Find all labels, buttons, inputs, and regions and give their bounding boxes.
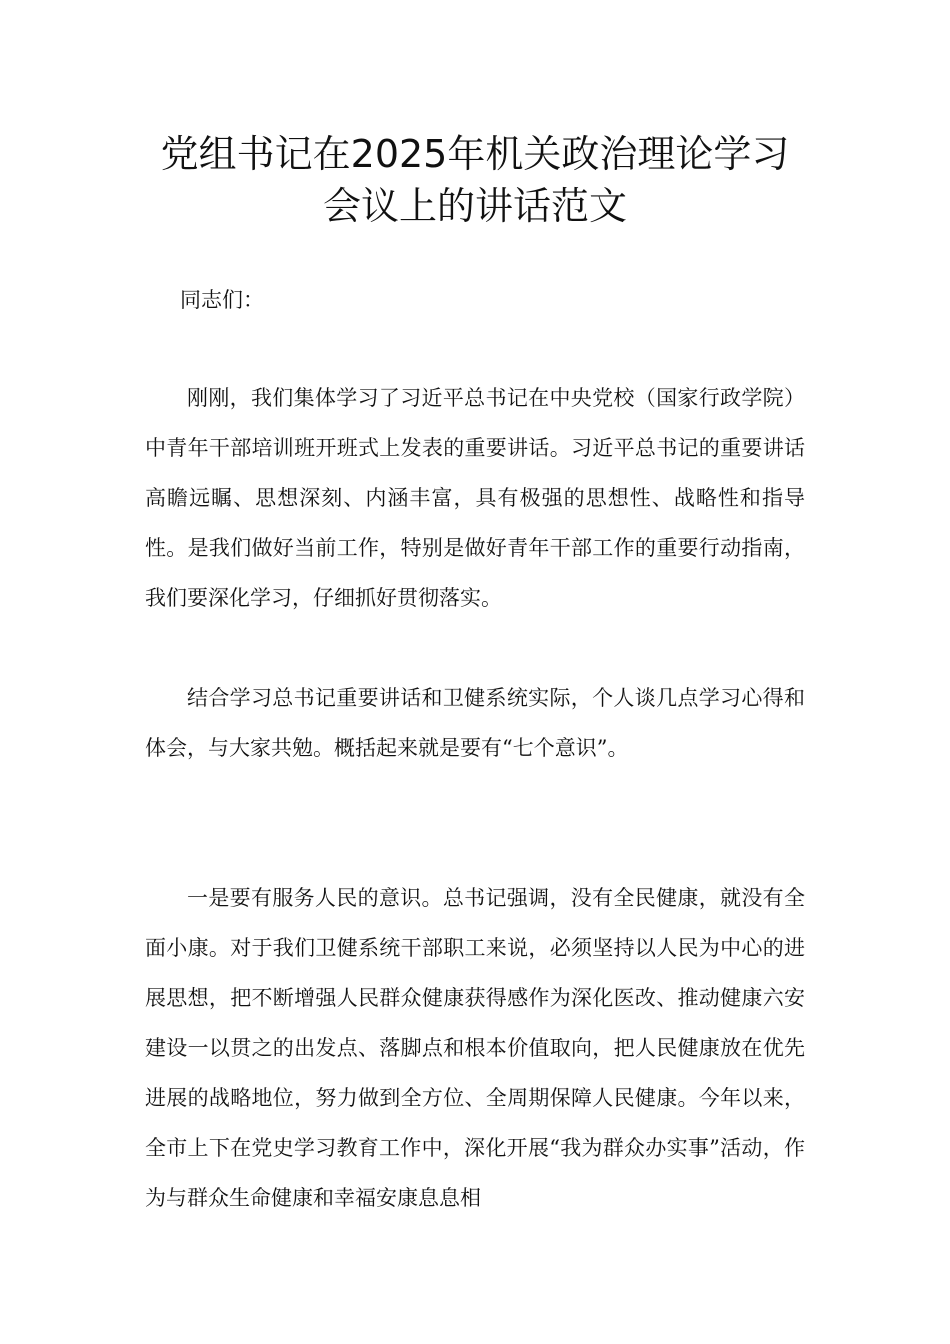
title-line-1: 党组书记在2025年机关政治理论学习 (160, 132, 790, 176)
document-title (120, 128, 830, 232)
paragraph-summary: 结合学习总书记重要讲话和卫健系统实际，个人谈几点学习心得和体会，与大家共勉。概括起来就是要有“七个意识”。 (145, 686, 805, 760)
paragraph-point-one: 一是要有服务人民的意识。总书记强调，没有全民健康，就没有全面小康。对于我们卫健系统干部职工来说，必须坚持以人民为中心的进展思想，把不断增强人民群众健康获得感作为深化医改、推动健康六安建设一以贯之的出发点、落脚点和根本价值取向，把人民健康放在优先进展的战略地位，努力做到全方位、全周期保障人民健康。今年以来，全市上下在党史学习教育工作中，深化开展“我为群众办实事”活动，作为与群众生命健康和幸福安康息息相 (145, 886, 805, 1210)
paragraph-intro: 刚刚，我们集体学习了习近平总书记在中央党校（国家行政学院）中青年干部培训班开班式上发表的重要讲话。习近平总书记的重要讲话高瞻远瞩、思想深刻、内涵丰富，具有极强的思想性、战略性和指导性。是我们做好当前工作，特别是做好青年干部工作的重要行动指南，我们要深化学习，仔细抓好贯彻落实。 (145, 386, 805, 610)
title-line-2: 会议上的讲话范文 (322, 184, 627, 228)
salutation: 同志们： (180, 288, 264, 312)
